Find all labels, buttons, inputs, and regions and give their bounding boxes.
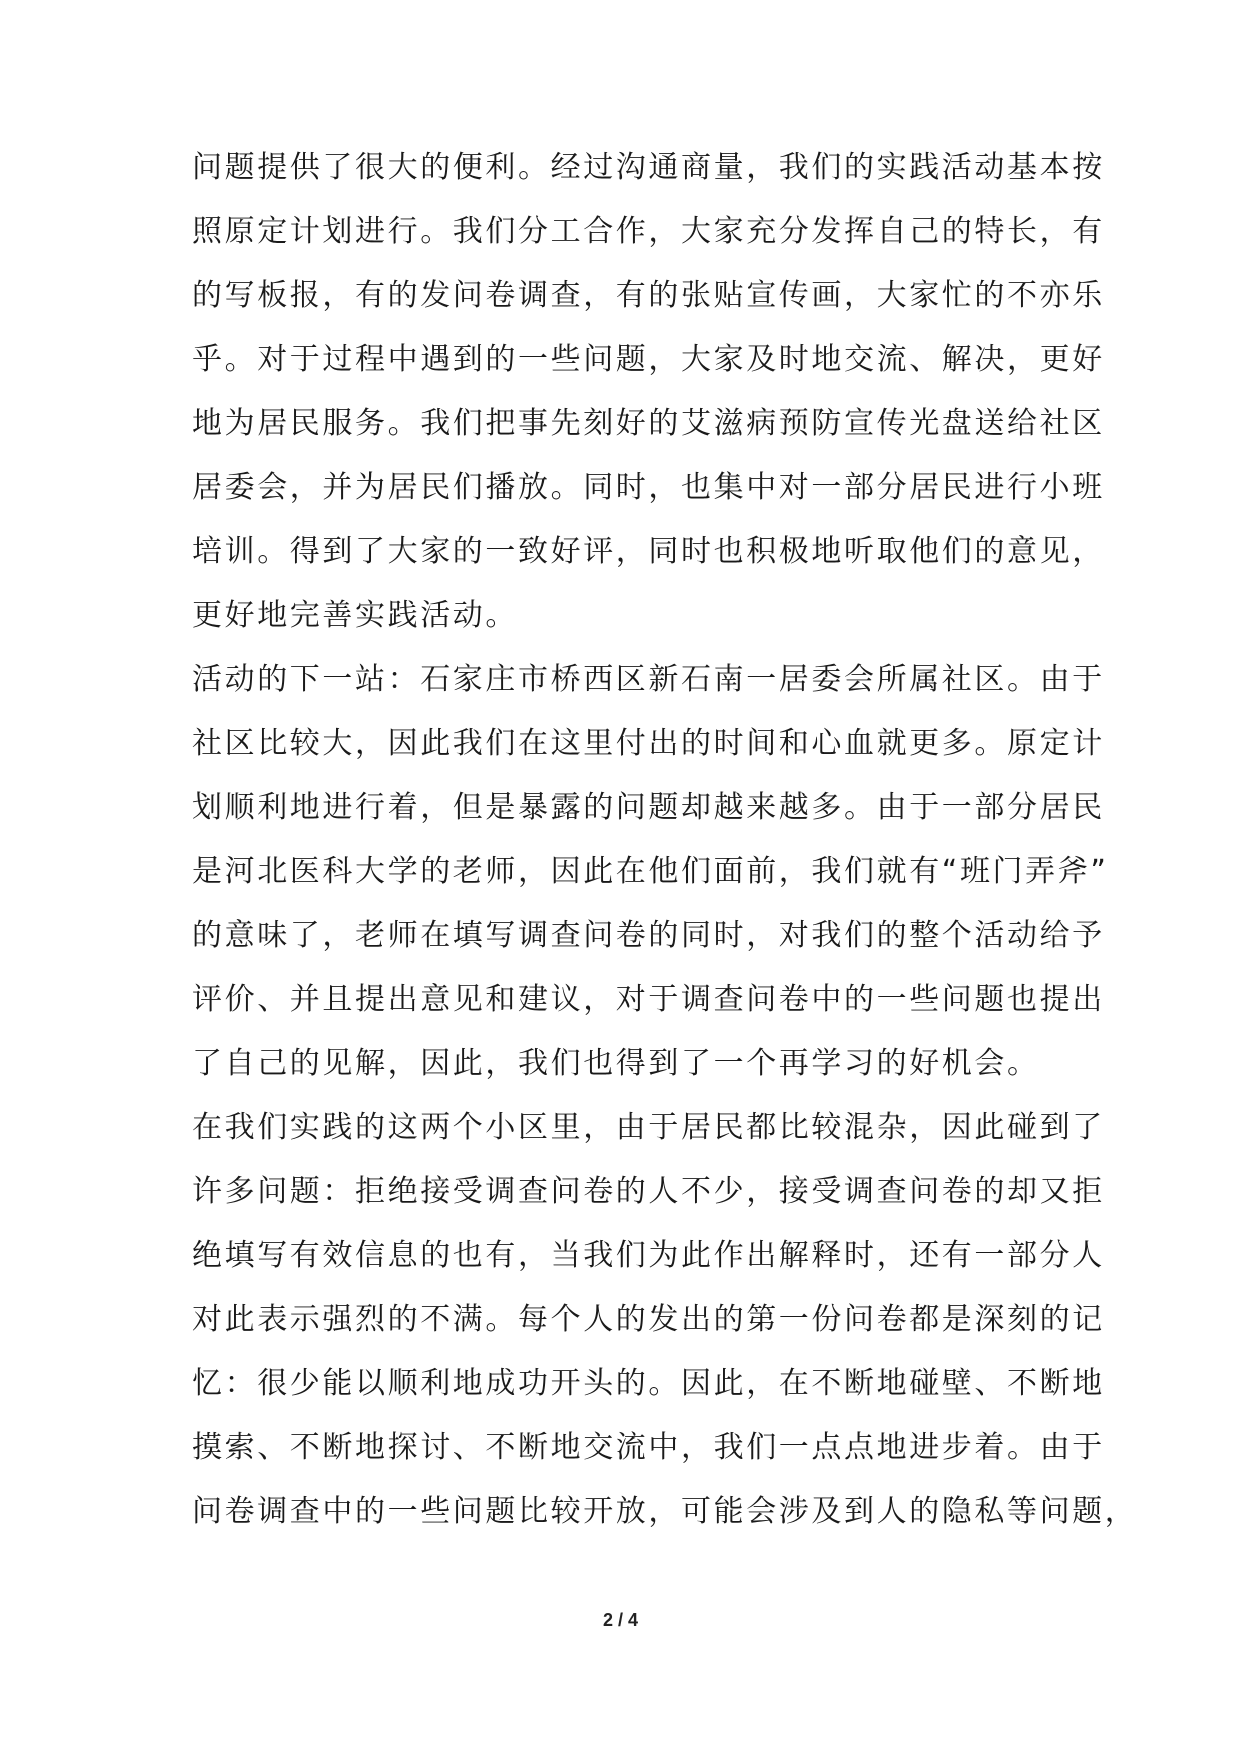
text-line: 绝填写有效信息的也有，当我们为此作出解释时，还有一部分人	[192, 1238, 1105, 1273]
text-line: 活动的下一站：石家庄市桥西区新石南一居委会所属社区。由于	[192, 662, 1105, 697]
text-line: 许多问题：拒绝接受调查问卷的人不少，接受调查问卷的却又拒	[192, 1174, 1105, 1209]
text-line: 的意味了，老师在填写调查问卷的同时，对我们的整个活动给予	[192, 918, 1105, 953]
text-line: 摸索、不断地探讨、不断地交流中，我们一点点地进步着。由于	[192, 1430, 1105, 1465]
text-line: 乎。对于过程中遇到的一些问题，大家及时地交流、解决，更好	[192, 342, 1105, 377]
text-line: 对此表示强烈的不满。每个人的发出的第一份问卷都是深刻的记	[192, 1302, 1105, 1337]
text-line: 社区比较大，因此我们在这里付出的时间和心血就更多。原定计	[192, 726, 1105, 761]
text-line: 地为居民服务。我们把事先刻好的艾滋病预防宣传光盘送给社区	[192, 406, 1105, 441]
text-line: 了自己的见解，因此，我们也得到了一个再学习的好机会。	[192, 1046, 1040, 1081]
body-text	[192, 136, 1138, 1544]
text-line: 是河北医科大学的老师，因此在他们面前，我们就有“班门弄斧”	[192, 854, 1109, 889]
text-line: 划顺利地进行着，但是暴露的问题却越来越多。由于一部分居民	[192, 790, 1105, 825]
text-line: 的写板报，有的发问卷调查，有的张贴宣传画，大家忙的不亦乐	[192, 278, 1105, 313]
text-line: 更好地完善实践活动。	[192, 598, 518, 633]
text-line: 居委会，并为居民们播放。同时，也集中对一部分居民进行小班	[192, 470, 1105, 505]
text-line: 问卷调查中的一些问题比较开放，可能会涉及到人的隐私等问题，	[192, 1494, 1138, 1529]
text-line: 培训。得到了大家的一致好评，同时也积极地听取他们的意见，	[192, 534, 1105, 569]
text-line: 在我们实践的这两个小区里，由于居民都比较混杂，因此碰到了	[192, 1110, 1105, 1145]
text-line: 问题提供了很大的便利。经过沟通商量，我们的实践活动基本按	[192, 150, 1105, 185]
text-line: 评价、并且提出意见和建议，对于调查问卷中的一些问题也提出	[192, 982, 1105, 1017]
text-line: 照原定计划进行。我们分工合作，大家充分发挥自己的特长，有	[192, 214, 1105, 249]
text-line: 忆：很少能以顺利地成功开头的。因此，在不断地碰壁、不断地	[192, 1366, 1105, 1401]
page-number: 2 / 4	[602, 1610, 639, 1630]
